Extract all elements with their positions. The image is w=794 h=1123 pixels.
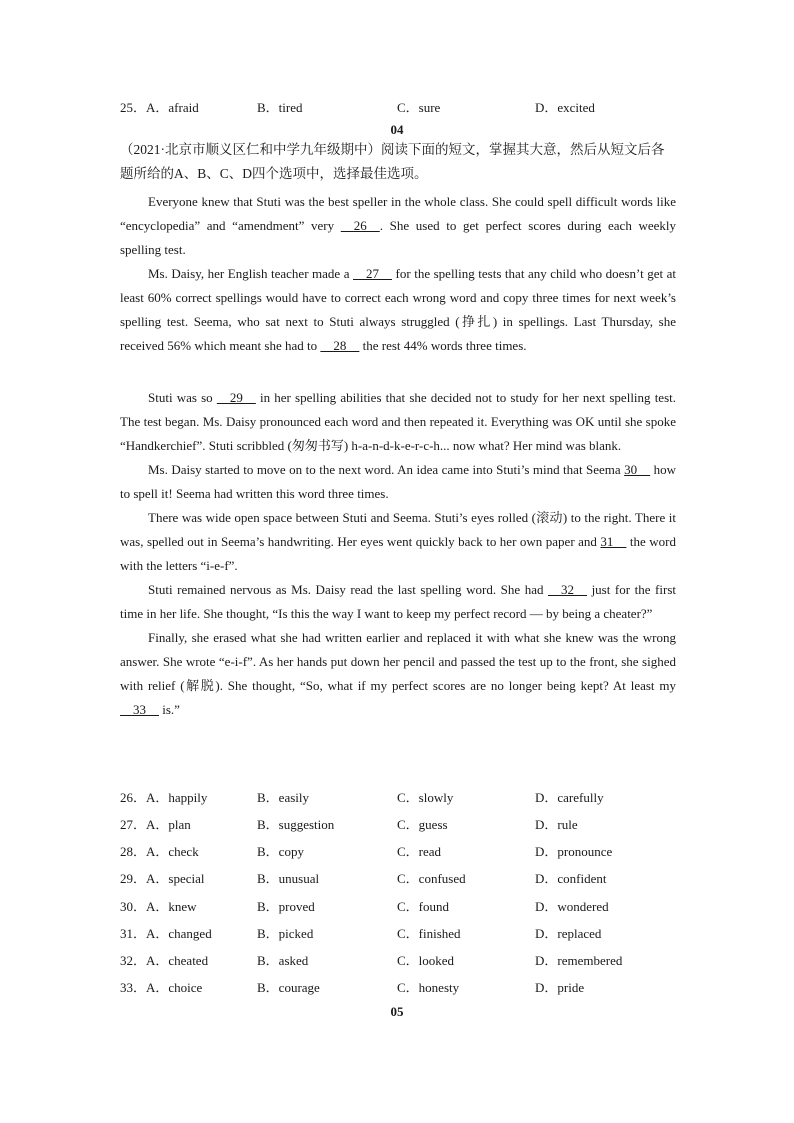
passage-part-1 xyxy=(120,190,676,358)
q25-option-c: C．sure xyxy=(397,100,441,115)
q26-option-a: 26．A．happily xyxy=(120,790,208,805)
q27-option-b: B．suggestion xyxy=(257,817,335,832)
paragraph-1: Everyone knew that Stuti was the best speller in the whole class. She could spell difficult words like “encyclopedia” and “amendment” very 26 . She used to get perfect scores during each weekly spelling test. xyxy=(120,194,677,257)
q33-option-a: 33．A．choice xyxy=(120,980,203,995)
q29-option-a: 29．A．special xyxy=(120,871,205,886)
q27-option-c: C．guess xyxy=(397,817,448,832)
blank-33: 33 xyxy=(120,702,159,717)
paragraph-3: Stuti was so 29 in her spelling abilities that she decided not to study for her next spelling test. The test began. Ms. Daisy pronounced each word and then repeated it. Everything was OK until she spoke “Handkerchief”. Stuti scribbled (匆匆书写) h-a-n-d-k-e-r-c-h... now what? Her mind was blank. xyxy=(120,386,676,458)
q26-option-d: D．carefully xyxy=(535,790,604,805)
question-30-options xyxy=(120,896,680,916)
q25-option-d: D．excited xyxy=(535,100,595,115)
paragraph-4: Ms. Daisy started to move on to the next word. An idea came into Stuti’s mind that Seema 30 how to spell it! Seema had written this word three times. xyxy=(120,458,676,506)
q27-option-d: D．rule xyxy=(535,817,578,832)
q26-option-b: B．easily xyxy=(257,790,309,805)
q25-option-b: B．tired xyxy=(257,100,303,115)
section-number-05: 05 xyxy=(390,1004,404,1019)
passage-part-2 xyxy=(120,386,676,722)
paragraph-2: Ms. Daisy, her English teacher made a 27 for the spelling tests that any child who doesn’t get at least 60% correct spellings would have to correct each wrong word and copy three times for next week’s spelling test. Seema, who sat next to Stuti always struggled (挣扎) in spellings. Last Thursday, she received 56% which meant she had to 28 the rest 44% words three times. xyxy=(120,262,676,358)
q26-option-c: C．slowly xyxy=(397,790,454,805)
question-26-options xyxy=(120,787,680,807)
blank-27: 27 xyxy=(353,266,393,281)
q29-option-b: B．unusual xyxy=(257,871,320,886)
q28-option-a: 28．A．check xyxy=(120,844,199,859)
question-25-options xyxy=(120,97,680,117)
blank-31: 31 xyxy=(600,534,627,549)
question-31-options xyxy=(120,923,680,943)
q28-option-d: D．pronounce xyxy=(535,844,613,859)
q31-option-b: B．picked xyxy=(257,926,314,941)
q32-option-a: 32．A．cheated xyxy=(120,953,209,968)
q31-option-d: D．replaced xyxy=(535,926,602,941)
instructions: （2021·北京市顺义区仁和中学九年级期中）阅读下面的短文，掌握其大意，然后从短文后各题所给的A、B、C、D四个选项中，选择最佳选项。 xyxy=(120,142,665,181)
blank-29: 29 xyxy=(216,390,256,405)
q33-option-d: D．pride xyxy=(535,980,585,995)
question-28-options xyxy=(120,841,680,861)
q32-option-b: B．asked xyxy=(257,953,309,968)
question-33-options xyxy=(120,977,680,997)
paragraph-7: Finally, she erased what she had written earlier and replaced it with what she knew was the wrong answer. She wrote “e-i-f”. As her hands put down her pencil and passed the test up to the front, she sighed with relief (解脱). She thought, “So, what if my perfect scores are no longer being kept? At least my 33 is.” xyxy=(120,626,676,722)
question-32-options xyxy=(120,950,680,970)
blank-26: 26 xyxy=(340,218,380,233)
q29-option-c: C．confused xyxy=(397,871,466,886)
q31-option-c: C．finished xyxy=(397,926,461,941)
paragraph-5: There was wide open space between Stuti and Seema. Stuti’s eyes rolled (滚动) to the right. There it was, spelled out in Seema’s handwriting. Her eyes went quickly back to her own paper and 31 the word with the letters “i-e-f”. xyxy=(120,510,676,573)
q33-option-c: C．honesty xyxy=(397,980,460,995)
q32-option-c: C．looked xyxy=(397,953,455,968)
paragraph-6: Stuti remained nervous as Ms. Daisy read the last spelling word. She had 32 just for the first time in her life. She thought, “Is this the way I want to keep my perfect record — by being a cheater?” xyxy=(120,578,676,626)
q33-option-b: B．courage xyxy=(257,980,320,995)
q30-option-b: B．proved xyxy=(257,899,315,914)
question-27-options xyxy=(120,814,680,834)
q30-option-d: D．wondered xyxy=(535,899,609,914)
q29-option-d: D．confident xyxy=(535,871,607,886)
question-29-options xyxy=(120,868,680,888)
q32-option-d: D．remembered xyxy=(535,953,623,968)
blank-30: 30 xyxy=(624,462,651,477)
q25-option-a: 25．A．afraid xyxy=(120,100,199,115)
q27-option-a: 27．A．plan xyxy=(120,817,191,832)
blank-32: 32 xyxy=(548,582,588,597)
q28-option-b: B．copy xyxy=(257,844,304,859)
blank-28: 28 xyxy=(320,338,360,353)
q31-option-a: 31．A．changed xyxy=(120,926,212,941)
section-number-04: 04 xyxy=(390,122,404,137)
q30-option-a: 30．A．knew xyxy=(120,899,197,914)
q28-option-c: C．read xyxy=(397,844,442,859)
q30-option-c: C．found xyxy=(397,899,450,914)
